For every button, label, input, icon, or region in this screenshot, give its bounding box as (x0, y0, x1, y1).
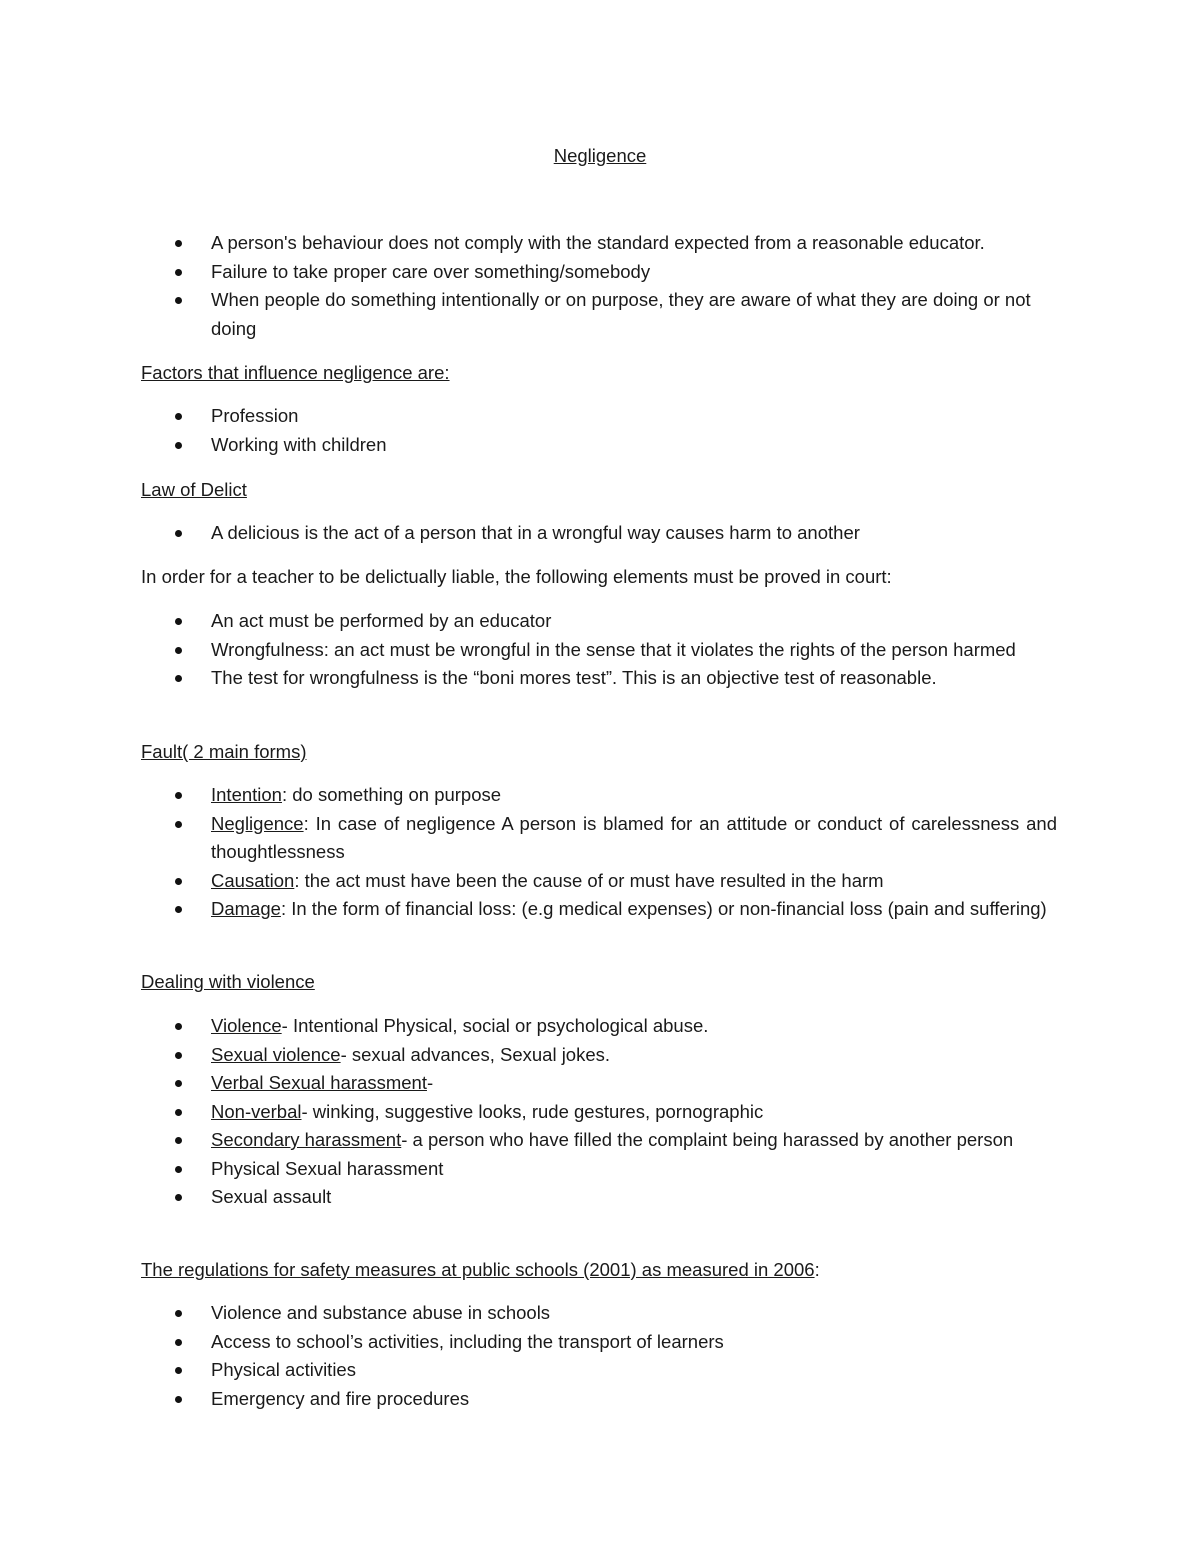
term: Non-verbal (211, 1100, 302, 1122)
term: Negligence (211, 812, 304, 834)
list-item: Failure to take proper care over something/somebody (0, 258, 1057, 287)
term: Damage (211, 898, 281, 919)
list-item: Secondary harassment- a person who have filled the complaint being harassed by another person (0, 1126, 1057, 1155)
list-item: Sexual violence- sexual advances, Sexual jokes. (0, 1041, 1057, 1070)
bullet-icon (175, 878, 182, 885)
bullet-icon (175, 1194, 182, 1201)
list-item: Verbal Sexual harassment- (0, 1069, 1057, 1098)
list-item: Sexual assault (0, 1183, 1057, 1212)
bullet-icon (175, 269, 182, 276)
term: Secondary harassment (211, 1129, 402, 1150)
list-item: Negligence: In case of negligence A person is blamed for an attitude or conduct of carelessness and thoughtlessness (0, 810, 1057, 867)
list-item: Violence- Intentional Physical, social or psychological abuse. (0, 1012, 1057, 1041)
bullet-icon (175, 1052, 182, 1059)
list-item: Damage: In the form of financial loss: (e.g medical expenses) or non-financial loss (pain and suffering) (0, 895, 1057, 924)
list-item: The test for wrongfulness is the “boni mores test”. This is an objective test of reasonable. (0, 664, 1057, 693)
list-item: Causation: the act must have been the cause of or must have resulted in the harm (0, 867, 1057, 896)
list-item: Violence and substance abuse in schools (0, 1299, 1057, 1328)
list-item: When people do something intentionally or on purpose, they are aware of what they are doing or not doing (0, 286, 1057, 343)
bullet-icon (175, 240, 182, 247)
term: Sexual violence (211, 1043, 341, 1065)
list-item: Intention: do something on purpose (0, 781, 1057, 810)
delict-heading: Law of Delict (141, 479, 247, 500)
list-item: A person's behaviour does not comply with the standard expected from a reasonable educator. (0, 229, 1057, 258)
regulations-heading: The regulations for safety measures at public schools (2001) as measured in 2006: (141, 1259, 820, 1280)
bullet-icon (175, 792, 182, 799)
intro-list (0, 229, 1200, 343)
bullet-icon (175, 1080, 182, 1087)
bullet-icon (175, 1023, 182, 1030)
delict-list (0, 519, 1200, 548)
bullet-icon (175, 297, 182, 304)
regulations-list (0, 1299, 1200, 1413)
list-item: A delicious is the act of a person that in a wrongful way causes harm to another (0, 519, 1057, 548)
bullet-icon (175, 675, 182, 682)
term: Intention (211, 784, 282, 805)
bullet-icon (175, 1367, 182, 1374)
list-item: Non-verbal- winking, suggestive looks, rude gestures, pornographic (0, 1098, 1057, 1127)
violence-heading: Dealing with violence (141, 971, 315, 992)
violence-list (0, 1012, 1200, 1212)
list-item: Emergency and fire procedures (0, 1385, 1057, 1414)
bullet-icon (175, 906, 182, 913)
list-item: Access to school’s activities, including the transport of learners (0, 1328, 1057, 1357)
elements-list (0, 607, 1200, 693)
bullet-icon (175, 413, 182, 420)
term: Violence (211, 1015, 282, 1036)
factors-list (0, 402, 1200, 459)
bullet-icon (175, 1339, 182, 1346)
bullet-icon (175, 821, 182, 828)
list-item: Profession (0, 402, 1057, 431)
page-title: Negligence (553, 145, 647, 166)
bullet-icon (175, 530, 182, 537)
bullet-icon (175, 442, 182, 449)
term: Verbal Sexual harassment (211, 1072, 427, 1093)
list-item: Wrongfulness: an act must be wrongful in the sense that it violates the rights of the person harmed (0, 636, 1057, 665)
list-item: Working with children (0, 431, 1057, 460)
bullet-icon (175, 1109, 182, 1116)
list-item: Physical Sexual harassment (0, 1155, 1057, 1184)
elements-intro: In order for a teacher to be delictually liable, the following elements must be proved in court: (141, 566, 892, 587)
fault-list (0, 781, 1200, 924)
bullet-icon (175, 618, 182, 625)
fault-heading: Fault( 2 main forms) (141, 741, 307, 762)
bullet-icon (175, 1310, 182, 1317)
bullet-icon (175, 1137, 182, 1144)
bullet-icon (175, 1166, 182, 1173)
list-item: An act must be performed by an educator (0, 607, 1057, 636)
factors-heading: Factors that influence negligence are: (141, 362, 450, 383)
bullet-icon (175, 647, 182, 654)
bullet-icon (175, 1396, 182, 1403)
list-item: Physical activities (0, 1356, 1057, 1385)
term: Causation (211, 869, 295, 891)
